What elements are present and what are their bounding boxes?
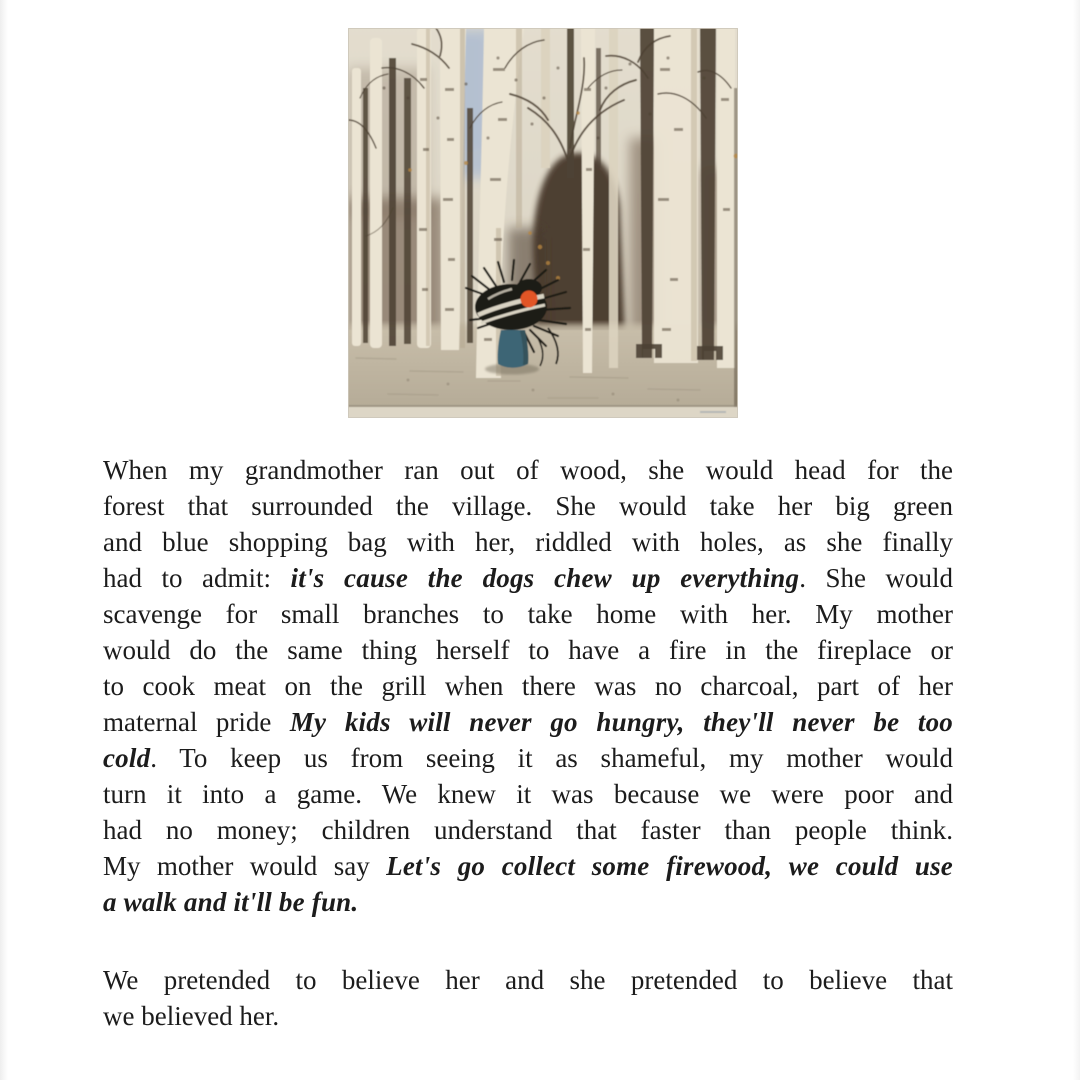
text-line [103,452,953,488]
page-edge-left [0,0,8,1080]
painting-forest-scene [348,28,738,418]
story-text [103,452,953,1034]
page-edge-right [1073,0,1080,1080]
body-text: we believed her. [103,1001,280,1031]
text-line [103,524,953,560]
body-text: scavenge for small branches to take home with her. My mother [103,599,953,629]
body-text: We pretended to believe her and she pretended to believe that [103,965,953,995]
text-line [103,962,953,998]
text-line [103,632,953,668]
emphasized-quote: a walk and it'll be fun. [103,887,359,917]
emphasized-quote: it's cause the dogs chew up everything [290,563,800,593]
text-line [103,740,953,776]
body-text: . To keep us from seeing it as shameful, my mother would [150,743,953,773]
text-line [103,812,953,848]
body-text: forest that surrounded the village. She would take her big green [103,491,953,521]
text-line [103,848,953,884]
body-text: to cook meat on the grill when there was no charcoal, part of her [103,671,953,701]
text-line [103,776,953,812]
text-line [103,488,953,524]
body-text: When my grandmother ran out of wood, she would head for the [103,455,953,485]
emphasized-quote: My kids will never go hungry, they'll never be too [289,707,953,737]
text-line [103,998,953,1034]
story-paragraph-1 [103,452,953,920]
text-line [103,704,953,740]
emphasized-quote: cold [103,743,151,773]
text-line [103,668,953,704]
story-paragraph-2 [103,962,953,1034]
body-text: had to admit: [103,563,291,593]
body-text: had no money; children understand that faster than people think. [103,815,953,845]
body-text: . She would [799,563,953,593]
body-text: My mother would say [103,851,387,881]
emphasized-quote: Let's go collect some firewood, we could use [386,851,953,881]
body-text: and blue shopping bag with her, riddled with holes, as she finally [103,527,953,557]
text-line [103,596,953,632]
text-line [103,884,953,920]
body-text: turn it into a game. We knew it was because we were poor and [103,779,953,809]
body-text: maternal pride [103,707,290,737]
text-line [103,560,953,596]
body-text: would do the same thing herself to have a fire in the fireplace or [103,635,953,665]
illustration-birch-forest [348,28,738,418]
